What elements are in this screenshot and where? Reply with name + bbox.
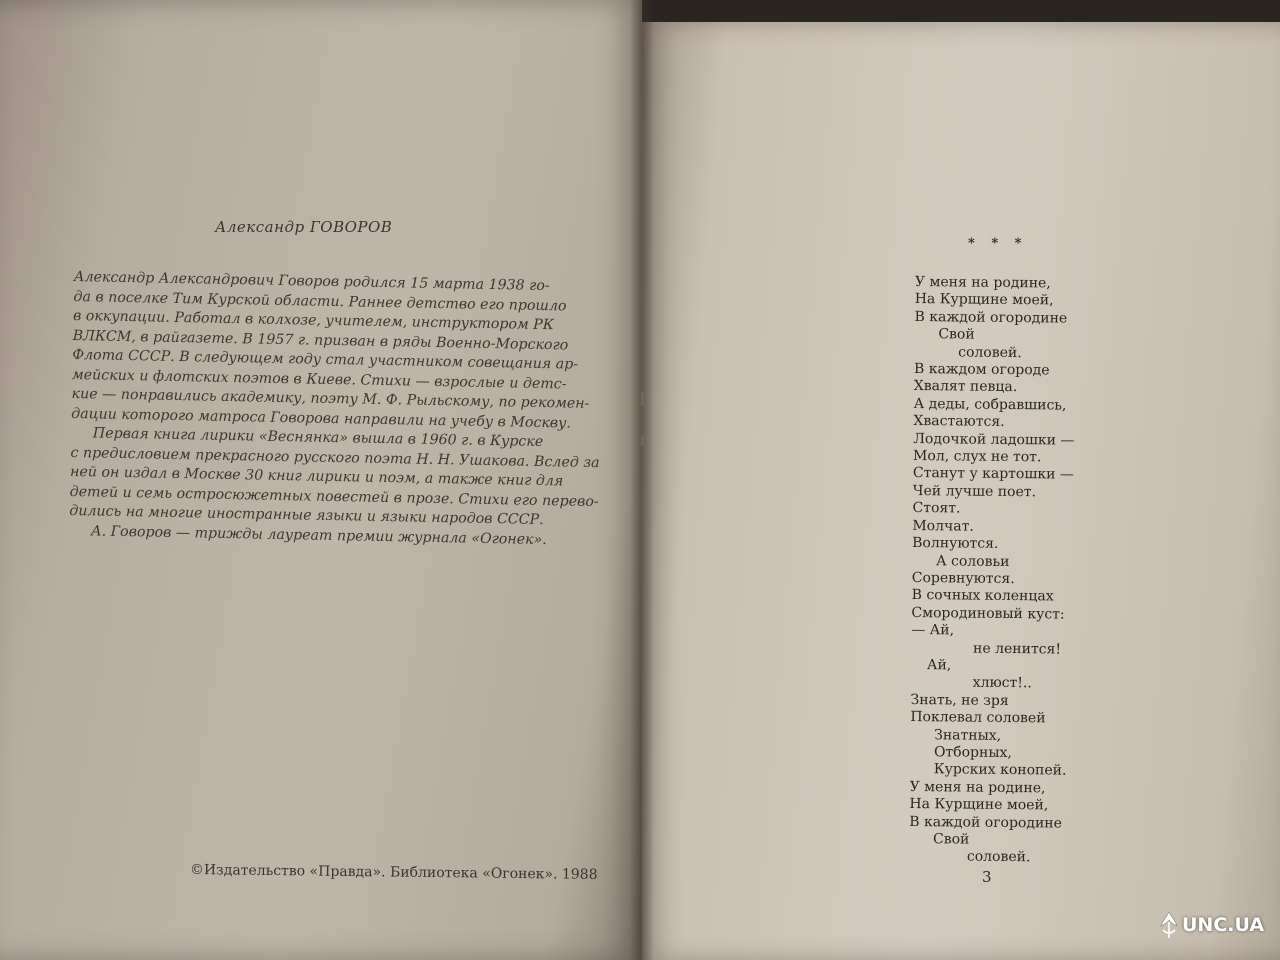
poem-line: Свой <box>938 326 975 343</box>
bio-line: дации которого матроса Говорова направили на учебу в Москву. <box>71 405 572 432</box>
poem-line: В каждом огороде <box>913 361 1050 379</box>
bio-line: кие — понравились академику, поэту М. Ф. Рыльскому, по рекомен- <box>71 385 590 412</box>
biography-text <box>69 268 600 550</box>
poem-line: Отборных, <box>933 744 1012 762</box>
copyright-line: ©Издательство «Правда». Библиотека «Огонек». 1988 <box>189 862 598 883</box>
page-number: 3 <box>982 868 992 886</box>
poem-line: Молчат. <box>912 517 974 535</box>
poem-separator: * * * <box>968 236 1028 251</box>
background-edge <box>642 0 1280 22</box>
poem-line: На Курщине моей, <box>914 291 1054 309</box>
poem-line: Волнуются. <box>912 535 999 552</box>
poem-line: — Ай, <box>911 622 955 639</box>
bio-line: ней он издал в Москве 30 книг лирики и поэм, а также книг для <box>69 463 564 490</box>
poem-line: В каждой огородине <box>909 813 1063 832</box>
poem-line: А деды, собравшись, <box>913 395 1067 414</box>
site-watermark <box>1158 906 1276 952</box>
poem-line: У меня на родине, <box>909 778 1046 797</box>
poem-line: В каждой огородине <box>914 308 1068 327</box>
poem-line: Знать, не зря <box>910 691 1009 709</box>
bio-line: мейских и флотских поэтов в Киеве. Стихи — взрослые и детс- <box>71 366 567 392</box>
bio-line: да в поселке Тим Курской области. Раннее детство его прошло <box>73 288 567 314</box>
bio-line: в оккупации. Работал в колхозе, учителем, инструктором РК <box>72 307 554 334</box>
binding-stitch <box>641 392 644 406</box>
bio-line: А. Говоров — трижды лауреат премии журнала «Огонек». <box>90 522 547 548</box>
bio-line: Флота СССР. В следующем году стал участником совещания ар- <box>72 346 579 373</box>
book-gutter <box>630 0 654 960</box>
poem-line: Чей лучше поет. <box>912 482 1037 501</box>
poem-line: хлюст!.. <box>972 674 1032 692</box>
watermark-text: UNC.UA <box>1182 914 1265 936</box>
poem-line: Лодочкой ладошки — <box>913 430 1075 449</box>
poem-line: Стоят. <box>912 500 961 517</box>
poem-line: Знатных, <box>934 726 1002 744</box>
poem-line: соловей. <box>966 848 1031 866</box>
bio-line: с предисловием прекрасного русского поэта Н. Н. Ушакова. Вслед за <box>70 444 600 471</box>
poem-line: соловей. <box>958 344 1022 361</box>
binding-stitch <box>641 436 644 446</box>
author-heading: Александр ГОВОРОВ <box>215 218 393 236</box>
poem-line: Мол, слух не тот. <box>913 448 1042 466</box>
bio-line: ВЛКСМ, в райгазете. В 1957 г. призван в ряды Военно-Морского <box>72 327 569 354</box>
bio-line: Первая книга лирики «Веснянка» вышла в 1960 г. в Курске <box>92 425 544 451</box>
poem-line: Хвастаются. <box>913 413 1005 431</box>
poem-line: Ай, <box>926 657 952 674</box>
poem-line: Смородиновый куст: <box>911 604 1065 623</box>
poem-line: На Курщине моей, <box>909 796 1049 814</box>
poem-line: Курских конопей. <box>933 761 1067 779</box>
unc-logo-icon <box>1158 910 1180 940</box>
bio-line: детей и семь остросюжетных повестей в прозе. Стихи его перево- <box>69 483 599 510</box>
bio-line: дились на многие иностранные языки и языки народов СССР. <box>69 502 544 529</box>
poem-text <box>909 274 1175 869</box>
poem-line: Станут у картошки — <box>912 465 1075 484</box>
poem-line: В сочных коленцах <box>911 587 1054 605</box>
poem-line: У меня на родине, <box>914 274 1051 292</box>
bio-line: Александр Александрович Говоров родился 15 марта 1938 го- <box>73 268 550 295</box>
poem-line: Соревнуются. <box>911 569 1015 587</box>
poem-line: не ленится! <box>973 640 1062 658</box>
poem-line: Хвалят певца. <box>913 378 1018 396</box>
poem-line: Поклевал соловей <box>910 709 1046 727</box>
poem-line: А соловьи <box>935 552 1010 570</box>
poem-line: Свой <box>932 831 970 848</box>
